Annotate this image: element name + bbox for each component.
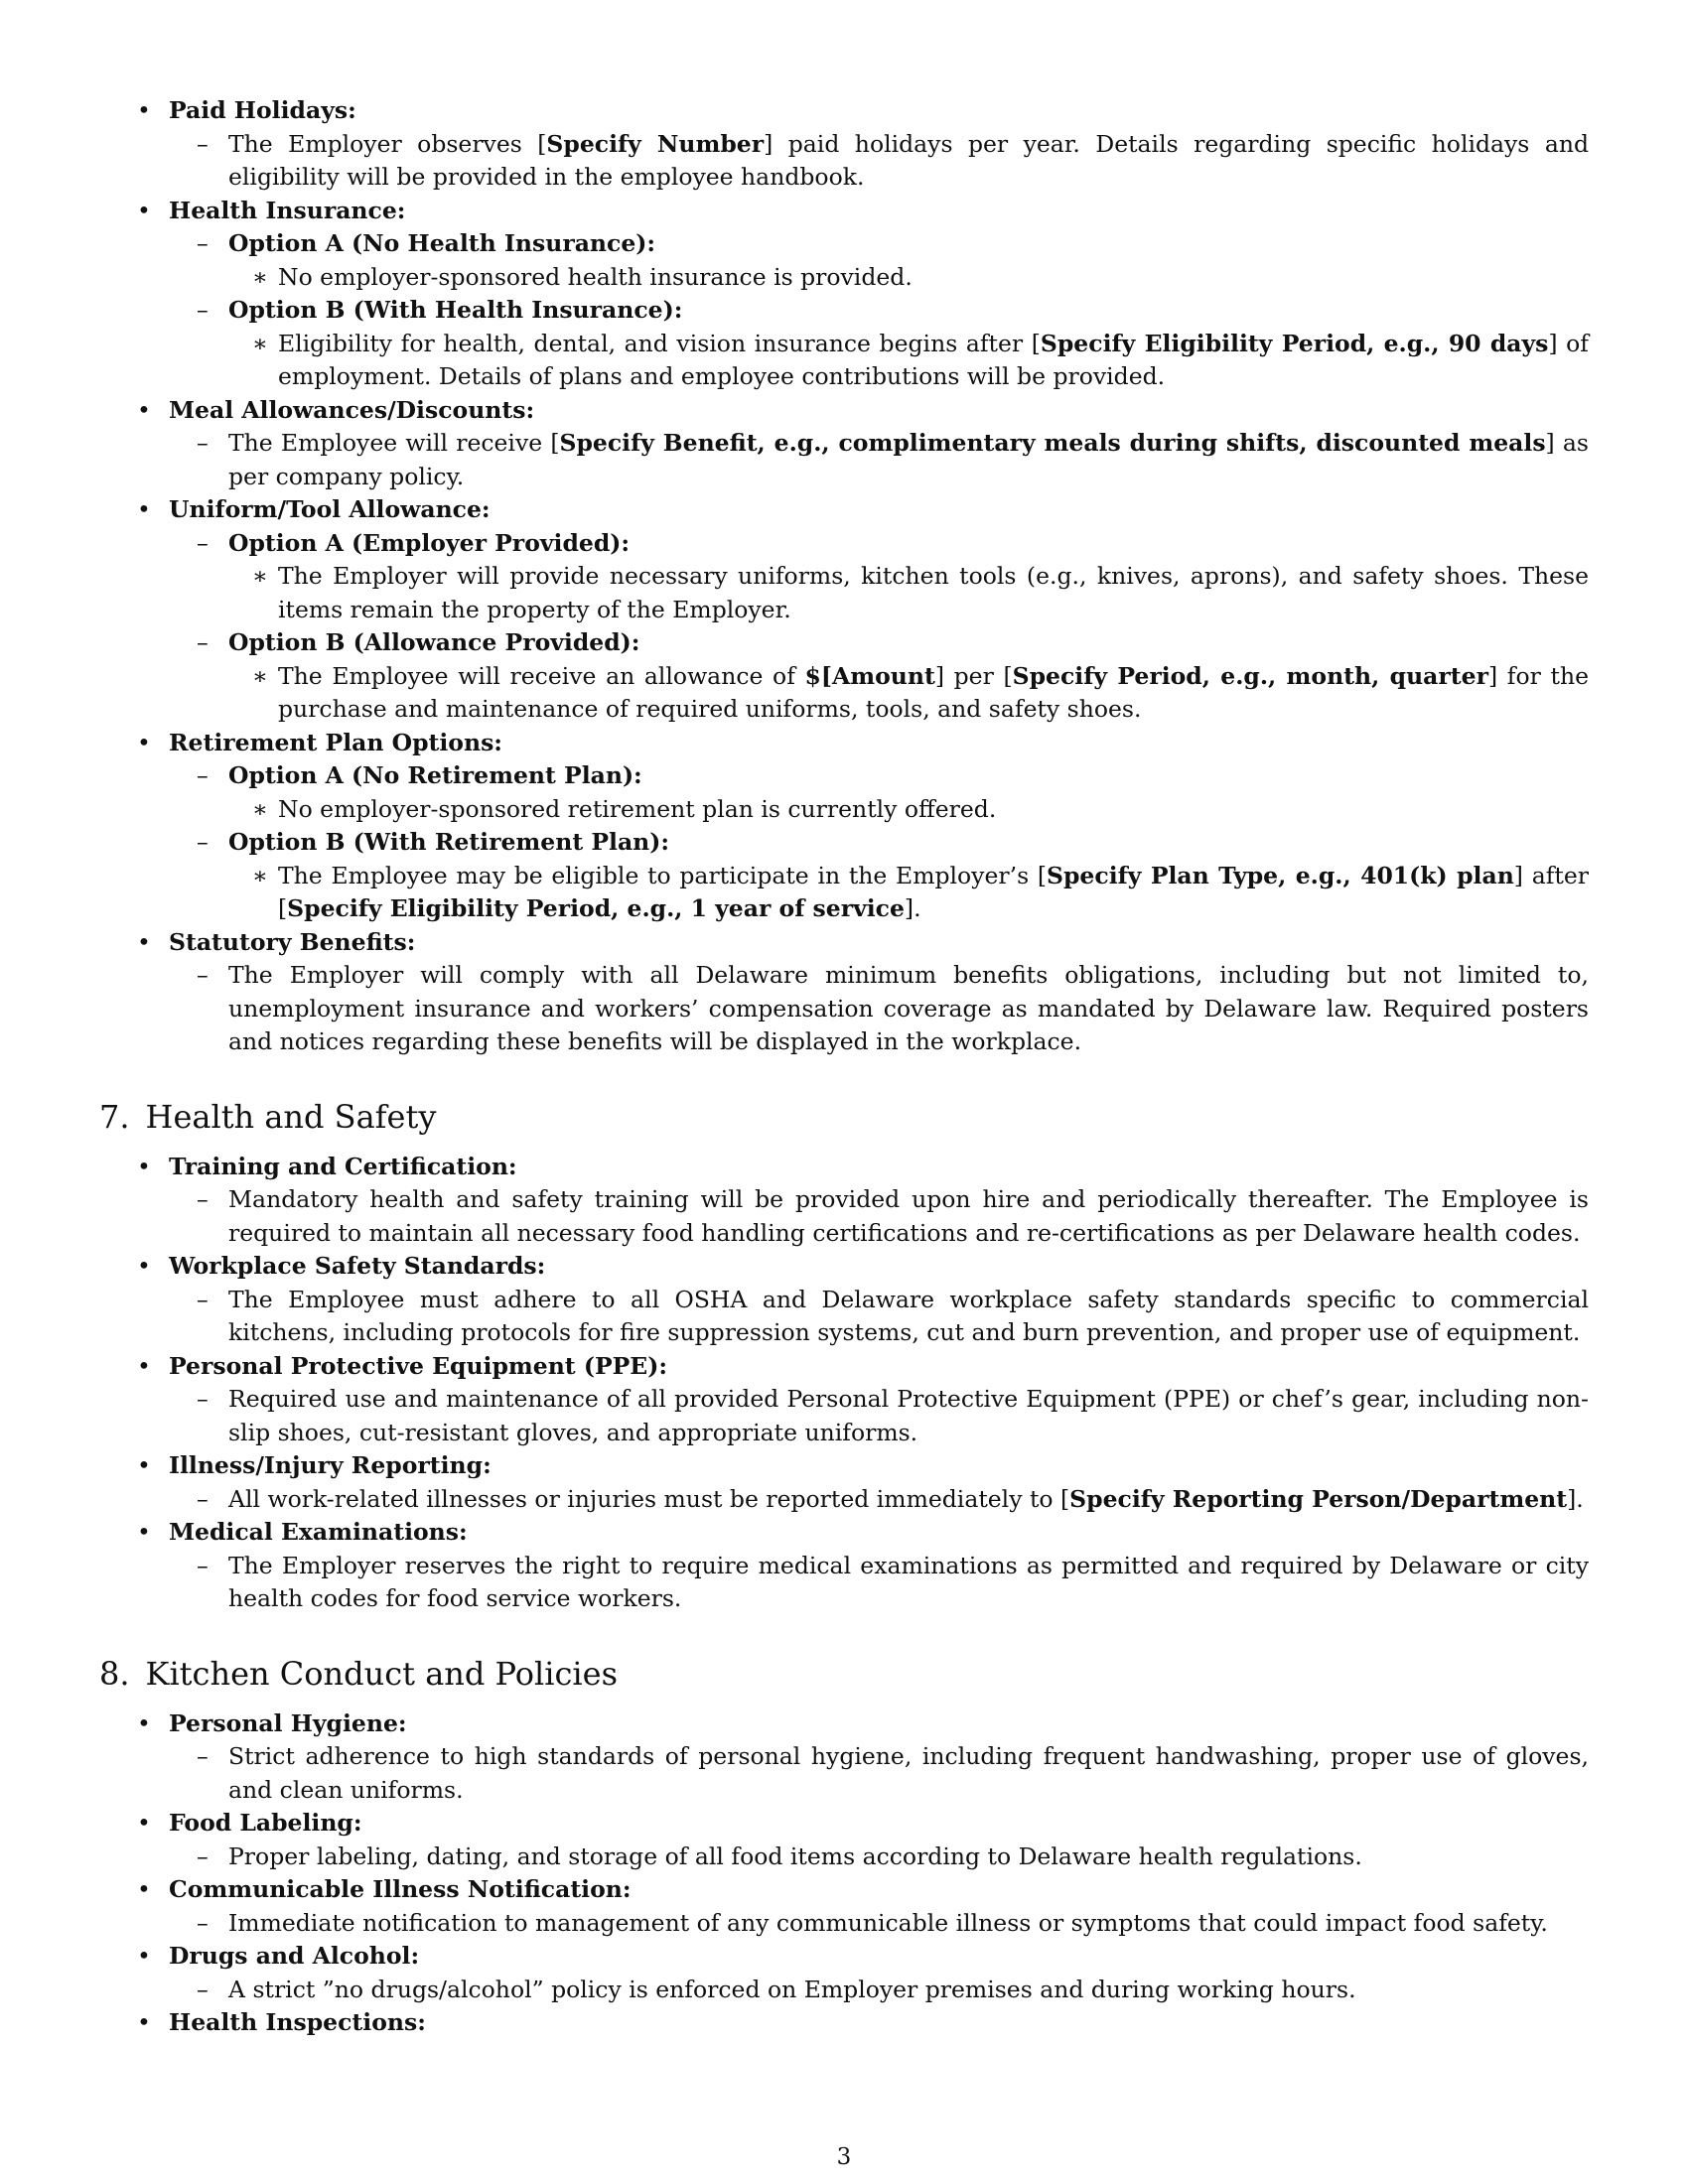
sub-item: – Immediate notification to management of any communicable illness or symptoms that could impact food safety. (169, 1907, 1589, 1941)
item-label: Statutory Benefits: (169, 927, 416, 956)
list-item (99, 195, 1589, 394)
option-text: ∗ The Employer will provide necessary uniforms, kitchen tools (e.g., knives, aprons), and safety shoes. These items remain the property of the Employer. (228, 560, 1589, 626)
list-item (99, 1449, 1589, 1516)
sub-item: – The Employee will receive [Specify Benefit, e.g., complimentary meals during shifts, discounted meals] as per company policy. (169, 427, 1589, 493)
sub-item: – Mandatory health and safety training will be provided upon hire and periodically thereafter. The Employee is required to maintain all necessary food handling certifications and re-certifications as per Delaware health codes. (169, 1183, 1589, 1250)
item-label: Health Insurance: (169, 196, 406, 224)
item-label: Retirement Plan Options: (169, 728, 502, 756)
option-text: ∗ No employer-sponsored retirement plan is currently offered. (228, 793, 1589, 827)
sub-item: – The Employer will comply with all Delaware minimum benefits obligations, including but not limited to, unemployment insurance and workers’ compensation coverage as mandated by Delaware law. Required posters and notices regarding these benefits will be displayed in the workplace. (169, 959, 1589, 1059)
sub-item: – The Employee must adhere to all OSHA and Delaware workplace safety standards specific to commercial kitchens, including protocols for fire suppression systems, cut and burn prevention, and proper use of equipment. (169, 1284, 1589, 1350)
sub-item: – Option A (Employer Provided): ∗ The Employer will provide necessary uniforms, kitchen tools (e.g., knives, aprons), and safety shoes. These items remain the property of the Employer. (169, 527, 1589, 627)
sub-item: – All work-related illnesses or injuries must be reported immediately to [Specify Reporting Person/Department]. (169, 1483, 1589, 1517)
option-text: ∗ The Employee will receive an allowance of $[Amount] per [Specify Period, e.g., month, quarter] for the purchase and maintenance of required uniforms, tools, and safety shoes. (228, 660, 1589, 727)
list-item (99, 394, 1589, 494)
item-label: Illness/Injury Reporting: (169, 1451, 492, 1479)
item-label: Communicable Illness Notification: (169, 1875, 632, 1903)
list-item (99, 1516, 1589, 1616)
list-item (99, 1940, 1589, 2006)
section-heading-kitchen-conduct: 8. Kitchen Conduct and Policies (99, 1654, 619, 1693)
list-item (99, 1250, 1589, 1350)
kitchen-conduct-list (99, 1707, 1589, 2040)
option-text: ∗ Eligibility for health, dental, and vision insurance begins after [Specify Eligibility Period, e.g., 90 days] of employment. Details of plans and employee contributions will be provided. (228, 328, 1589, 394)
list-item (99, 727, 1589, 926)
item-label: Paid Holidays: (169, 96, 356, 124)
page-number: 3 (836, 2144, 852, 2170)
health-safety-list (99, 1151, 1589, 1616)
list-item (99, 1350, 1589, 1450)
item-label: Workplace Safety Standards: (169, 1252, 546, 1280)
list-item (99, 2006, 1589, 2040)
sub-item: – Option B (With Health Insurance): ∗ Eligibility for health, dental, and vision insurance begins after [Specify Eligibility Period, e.g., 90 days] of employment. Details of plans and employee contributions will be provided. (169, 294, 1589, 394)
item-label: Personal Hygiene: (169, 1708, 407, 1737)
section-heading-health-safety: 7. Health and Safety (99, 1097, 437, 1136)
sub-item: – Option B (Allowance Provided): ∗ The Employee will receive an allowance of $[Amount] per [Specify Period, e.g., month, quarter] for the purchase and maintenance of required uniforms, tools, and safety shoes. (169, 626, 1589, 727)
item-label: Uniform/Tool Allowance: (169, 495, 491, 523)
item-label: Food Labeling: (169, 1809, 362, 1837)
sub-item: – Strict adherence to high standards of personal hygiene, including frequent handwashing, proper use of gloves, and clean uniforms. (169, 1740, 1589, 1807)
item-label: Training and Certification: (169, 1152, 517, 1180)
sub-item: – A strict ”no drugs/alcohol” policy is enforced on Employer premises and during working hours. (169, 1974, 1589, 2007)
sub-item: – Option A (No Retirement Plan): ∗ No employer-sponsored retirement plan is currently offered. (169, 759, 1589, 826)
sub-item: – Option A (No Health Insurance): ∗ No employer-sponsored health insurance is provided. (169, 227, 1589, 294)
list-item (99, 1873, 1589, 1940)
list-item (99, 1151, 1589, 1251)
item-label: Meal Allowances/Discounts: (169, 395, 535, 424)
option-text: ∗ The Employee may be eligible to participate in the Employer’s [Specify Plan Type, e.g., 401(k) plan] after [Specify Eligibility Period, e.g., 1 year of service]. (228, 860, 1589, 926)
sub-item: – Option B (With Retirement Plan): ∗ The Employee may be eligible to participate in the Employer’s [Specify Plan Type, e.g., 401(k) plan] after [Specify Eligibility Period, e.g., 1 year of service]. (169, 826, 1589, 926)
benefits-list (99, 94, 1589, 1059)
item-label: Personal Protective Equipment (PPE): (169, 1351, 668, 1380)
item-label: Drugs and Alcohol: (169, 1942, 420, 1970)
option-text: ∗ No employer-sponsored health insurance is provided. (228, 261, 1589, 295)
item-label: Health Inspections: (169, 2008, 426, 2036)
sub-item: – The Employer reserves the right to require medical examinations as permitted and required by Delaware or city health codes for food service workers. (169, 1550, 1589, 1616)
document-page (99, 94, 1589, 2040)
list-item (99, 493, 1589, 727)
sub-item: – Required use and maintenance of all provided Personal Protective Equipment (PPE) or chef’s gear, including non-slip shoes, cut-resistant gloves, and appropriate uniforms. (169, 1383, 1589, 1449)
list-item (99, 1807, 1589, 1873)
list-item (99, 926, 1589, 1059)
list-item (99, 1707, 1589, 1808)
item-label: Medical Examinations: (169, 1518, 468, 1546)
sub-item: – The Employer observes [Specify Number] paid holidays per year. Details regarding specific holidays and eligibility will be provided in the employee handbook. (169, 128, 1589, 195)
list-item (99, 94, 1589, 195)
sub-item: – Proper labeling, dating, and storage of all food items according to Delaware health regulations. (169, 1841, 1589, 1874)
